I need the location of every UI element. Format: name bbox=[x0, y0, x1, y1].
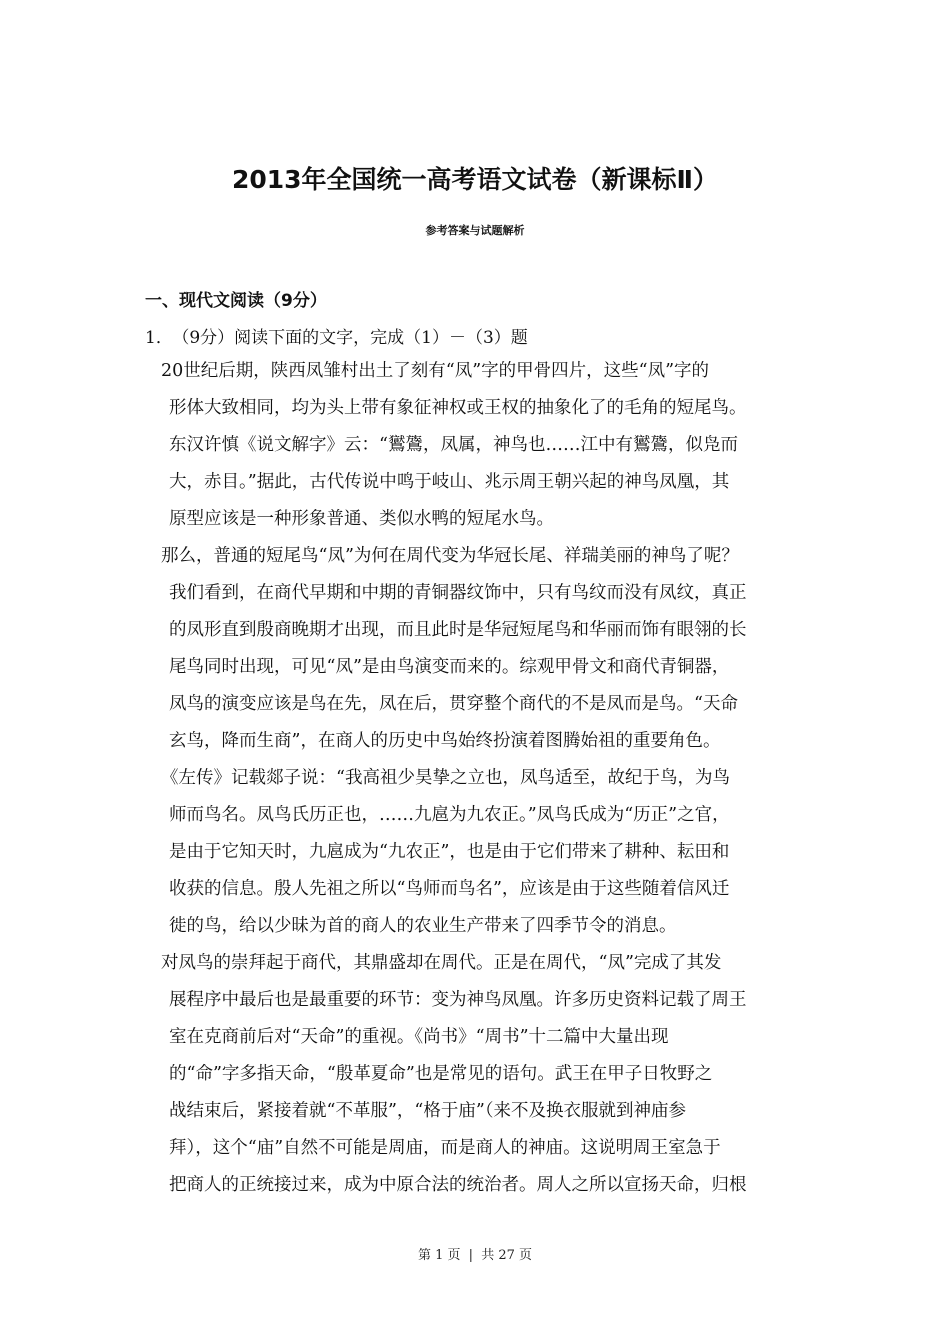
passage-line: 那么，普通的短尾鸟“凤”为何在周代变为华冠长尾、祥瑞美丽的神鸟了呢？ bbox=[161, 546, 739, 566]
passage-line: 展程序中最后也是最重要的环节：变为神鸟凤凰。许多历史资料记载了周王 bbox=[169, 990, 747, 1010]
passage-paragraph-3 bbox=[145, 764, 845, 949]
passage-line: 原型应该是一种形象普通、类似水鸭的短尾水鸟。 bbox=[169, 509, 554, 529]
page-prefix: 第 bbox=[417, 1248, 431, 1263]
total-suffix: 页 bbox=[519, 1248, 533, 1263]
document-title: 2013年全国统一高考语文试卷（新课标Ⅱ） bbox=[231, 165, 719, 194]
passage-line: 把商人的正统接过来，成为中原合法的统治者。周人之所以宣扬天命，归根 bbox=[169, 1175, 747, 1195]
passage-line: 尾鸟同时出现，可见“凤”是由鸟演变而来的。综观甲骨文和商代青铜器， bbox=[169, 657, 730, 677]
passage-line: 收获的信息。殷人先祖之所以“鸟师而鸟名”，应该是由于这些随着信风迁 bbox=[169, 879, 730, 899]
question-number: 1． bbox=[145, 328, 173, 348]
page-footer bbox=[0, 1244, 950, 1263]
passage-line: 师而鸟名。凤鸟氏历正也，……九扈为九农正。”凤鸟氏成为“历正”之官， bbox=[169, 805, 730, 825]
question-header bbox=[145, 323, 528, 348]
page-current: 1 bbox=[435, 1248, 444, 1263]
passage-line: 东汉许慎《说文解字》云：“鸑鷟，凤属，神鸟也……江中有鸑鷟，似凫而 bbox=[169, 435, 738, 455]
passage-line: 的“命”字多指天命，“殷革夏命”也是常见的语句。武王在甲子日牧野之 bbox=[169, 1064, 713, 1084]
passage-line: 凤鸟的演变应该是鸟在先，凤在后，贯穿整个商代的不是凤而是鸟。“天命 bbox=[169, 694, 738, 714]
reading-passage bbox=[145, 357, 845, 1208]
question-prompt: （9分）阅读下面的文字，完成（1）－（3）题 bbox=[180, 328, 528, 348]
passage-line: 《左传》记载郯子说：“我高祖少昊挚之立也，凤鸟适至，故纪于鸟，为鸟 bbox=[161, 768, 730, 788]
passage-line: 玄鸟，降而生商”，在商人的历史中鸟始终扮演着图腾始祖的重要角色。 bbox=[169, 731, 721, 751]
passage-line: 大，赤目。”据此，古代传说中鸣于岐山、兆示周王朝兴起的神鸟凤凰，其 bbox=[169, 472, 730, 492]
total-prefix: 共 bbox=[481, 1248, 495, 1263]
passage-line: 对凤鸟的崇拜起于商代，其鼎盛却在周代。正是在周代，“凤”完成了其发 bbox=[161, 953, 722, 973]
passage-line: 20世纪后期，陕西凤雏村出土了刻有“凤”字的甲骨四片，这些“凤”字的 bbox=[161, 361, 710, 381]
page-suffix: 页 bbox=[447, 1248, 461, 1263]
passage-line: 的凤形直到殷商晚期才出现，而且此时是华冠短尾鸟和华丽而饰有眼翎的长 bbox=[169, 620, 747, 640]
passage-paragraph-1 bbox=[145, 357, 845, 542]
passage-line: 战结束后，紧接着就“不革服”，“格于庙”（来不及换衣服就到神庙参 bbox=[169, 1101, 687, 1121]
passage-line: 拜），这个“庙”自然不可能是周庙，而是商人的神庙。这说明周王室急于 bbox=[169, 1138, 721, 1158]
section-heading: 一、现代文阅读（9分） bbox=[145, 291, 327, 311]
document-subtitle: 参考答案与试题解析 bbox=[425, 224, 525, 237]
passage-line: 徙的鸟，给以少昧为首的商人的农业生产带来了四季节令的消息。 bbox=[169, 916, 677, 936]
passage-line: 室在克商前后对“天命”的重视。《尚书》“周书”十二篇中大量出现 bbox=[169, 1027, 669, 1047]
passage-line: 我们看到，在商代早期和中期的青铜器纹饰中，只有鸟纹而没有凤纹，真正 bbox=[169, 583, 747, 603]
passage-line: 形体大致相同，均为头上带有象征神权或王权的抽象化了的毛角的短尾鸟。 bbox=[169, 398, 747, 418]
passage-paragraph-2 bbox=[145, 542, 845, 764]
passage-paragraph-4 bbox=[145, 949, 845, 1208]
footer-separator: | bbox=[468, 1248, 474, 1263]
page-total: 27 bbox=[498, 1248, 515, 1263]
passage-line: 是由于它知天时，九扈成为“九农正”，也是由于它们带来了耕种、耘田和 bbox=[169, 842, 730, 862]
